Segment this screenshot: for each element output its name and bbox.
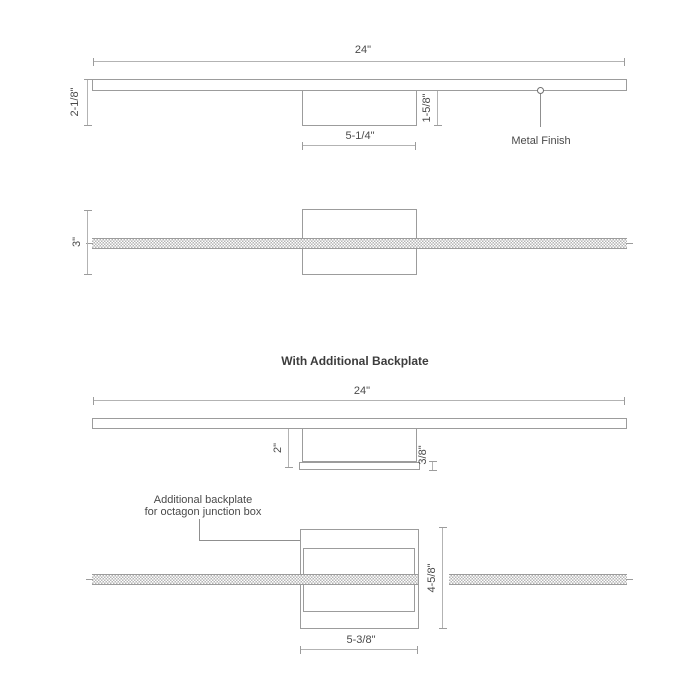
backplate-front bbox=[302, 90, 417, 126]
leader-line-metal-finish bbox=[540, 94, 541, 127]
dimension-line-bar-depth bbox=[87, 210, 88, 275]
dimension-line-backplate-width bbox=[302, 145, 416, 146]
dimension-label-overall-width-backplate: 24" bbox=[353, 385, 371, 397]
dimension-line-additional-backplate-width bbox=[300, 649, 418, 650]
bar-end-mark-left-bottom bbox=[86, 579, 93, 580]
additional-backplate-note-line1: Additional backplate bbox=[153, 494, 253, 506]
additional-backplate-note bbox=[145, 494, 262, 518]
dimension-label-bar-depth: 3" bbox=[71, 236, 83, 248]
dimension-line-backplate-depth bbox=[288, 428, 289, 468]
dimension-label-backplate-height: 1-5/8" bbox=[421, 93, 433, 123]
section-title: With Additional Backplate bbox=[281, 354, 429, 368]
bar-end-mark-right-bottom bbox=[626, 579, 633, 580]
dimension-line-overall-width-front bbox=[93, 61, 625, 62]
additional-plate-front bbox=[299, 462, 420, 470]
dimension-line-overall-height bbox=[87, 79, 88, 126]
additional-backplate-note-line2: for octagon junction box bbox=[144, 506, 262, 518]
dimension-line-overall-width-backplate bbox=[93, 400, 625, 401]
dimension-label-overall-height: 2-1/8" bbox=[69, 87, 81, 117]
metal-finish-label: Metal Finish bbox=[511, 135, 571, 147]
leader-line-note-vertical bbox=[199, 519, 200, 541]
dimension-label-additional-backplate-width: 5-3/8" bbox=[346, 634, 376, 646]
callout-circle-metal-finish bbox=[537, 87, 544, 94]
fixture-bar-plan bbox=[92, 238, 627, 249]
dimension-line-plate-thickness bbox=[432, 461, 433, 471]
dimension-label-plate-thickness: 3/8" bbox=[417, 445, 429, 465]
dimension-label-additional-backplate-height: 4-5/8" bbox=[426, 563, 438, 593]
backplate-front-backplate bbox=[302, 428, 417, 462]
dimension-label-overall-width-front: 24" bbox=[354, 44, 372, 56]
bar-end-mark-right bbox=[626, 243, 633, 244]
dimension-label-backplate-depth: 2" bbox=[272, 442, 284, 454]
dimension-line-backplate-height bbox=[437, 90, 438, 126]
fixture-bar-plan-backplate-left bbox=[92, 574, 418, 585]
leader-line-note-horizontal bbox=[199, 540, 308, 541]
fixture-bar-plan-backplate-right bbox=[449, 574, 627, 585]
dimension-label-backplate-width: 5-1/4" bbox=[345, 130, 375, 142]
dimension-line-additional-backplate-height bbox=[442, 527, 443, 629]
